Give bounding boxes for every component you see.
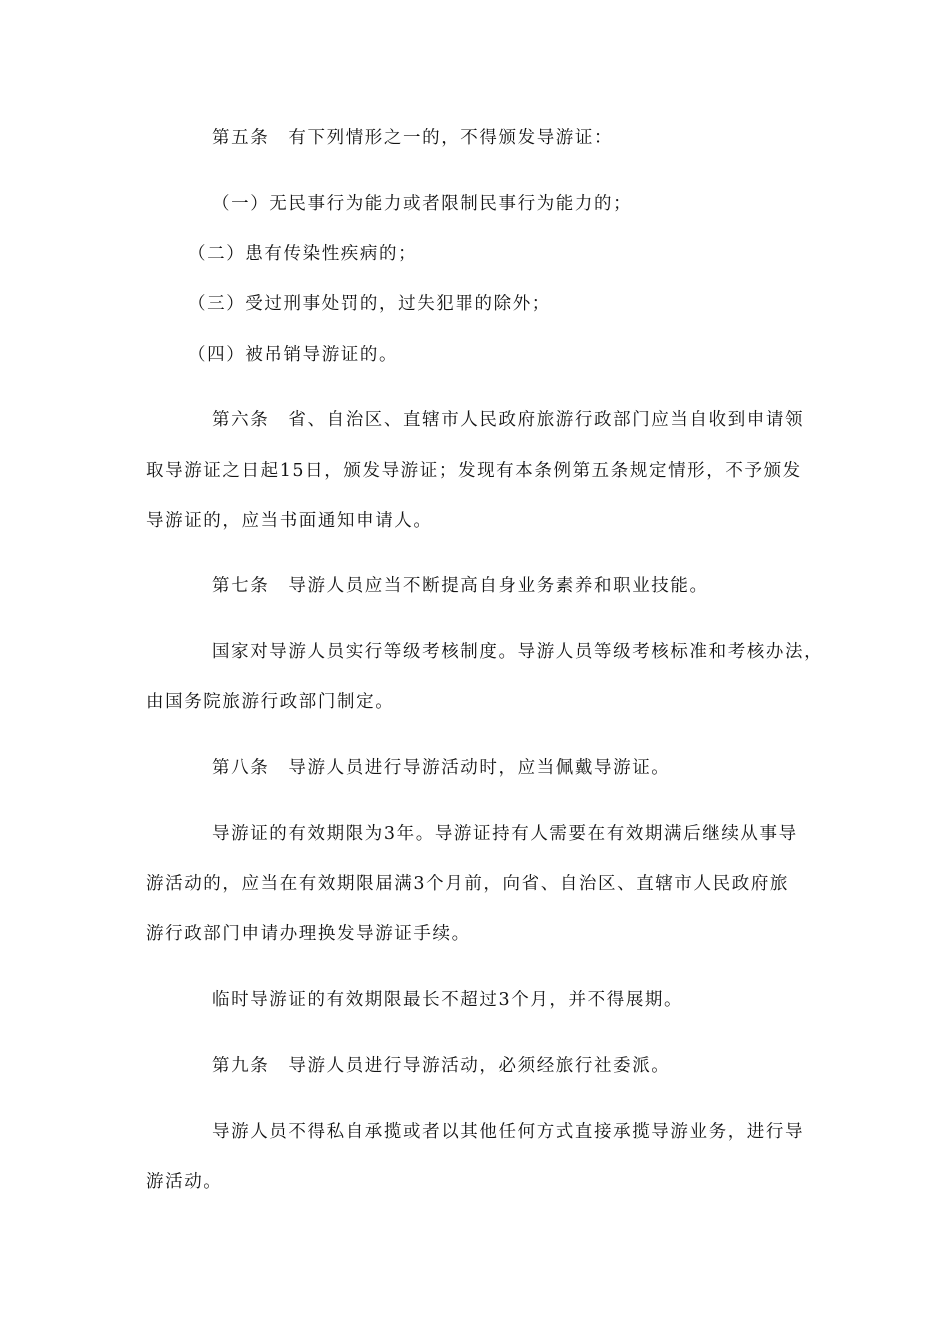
article-8-paragraph-2-line-1: 导游证的有效期限为3年。导游证持有人需要在有效期满后继续从事导 [212, 824, 798, 844]
article-9-paragraph-1: 第九条 导游人员进行导游活动，必须经旅行社委派。 [212, 1056, 671, 1076]
article-5-heading: 第五条 有下列情形之一的，不得颁发导游证： [212, 128, 614, 148]
article-6-line-3: 导游证的，应当书面通知申请人。 [146, 511, 433, 531]
article-9-paragraph-2-line-1: 导游人员不得私自承揽或者以其他任何方式直接承揽导游业务，进行导 [212, 1122, 805, 1142]
article-8-paragraph-2-line-3: 游行政部门申请办理换发导游证手续。 [146, 924, 471, 944]
article-6-line-1: 第六条 省、自治区、直辖市人民政府旅游行政部门应当自收到申请领 [212, 410, 805, 430]
article-8-paragraph-1: 第八条 导游人员进行导游活动时，应当佩戴导游证。 [212, 758, 671, 778]
article-5-item-4: （四）被吊销导游证的。 [188, 345, 399, 365]
article-5-item-3: （三）受过刑事处罚的，过失犯罪的除外； [188, 294, 551, 314]
article-7-paragraph-2-line-2: 由国务院旅游行政部门制定。 [146, 692, 395, 712]
article-8-paragraph-3: 临时导游证的有效期限最长不超过3个月，并不得展期。 [212, 990, 684, 1010]
article-5-item-1: （一）无民事行为能力或者限制民事行为能力的； [212, 194, 633, 214]
article-9-paragraph-2-line-2: 游活动。 [146, 1172, 223, 1192]
article-5-item-2: （二）患有传染性疾病的； [188, 244, 418, 264]
article-7-paragraph-1: 第七条 导游人员应当不断提高自身业务素养和职业技能。 [212, 576, 709, 596]
article-6-line-2: 取导游证之日起15日，颁发导游证；发现有本条例第五条规定情形，不予颁发 [146, 461, 802, 481]
article-7-paragraph-2-line-1: 国家对导游人员实行等级考核制度。导游人员等级考核标准和考核办法， [212, 642, 824, 662]
article-8-paragraph-2-line-2: 游活动的，应当在有效期限届满3个月前，向省、自治区、直辖市人民政府旅 [146, 874, 790, 894]
